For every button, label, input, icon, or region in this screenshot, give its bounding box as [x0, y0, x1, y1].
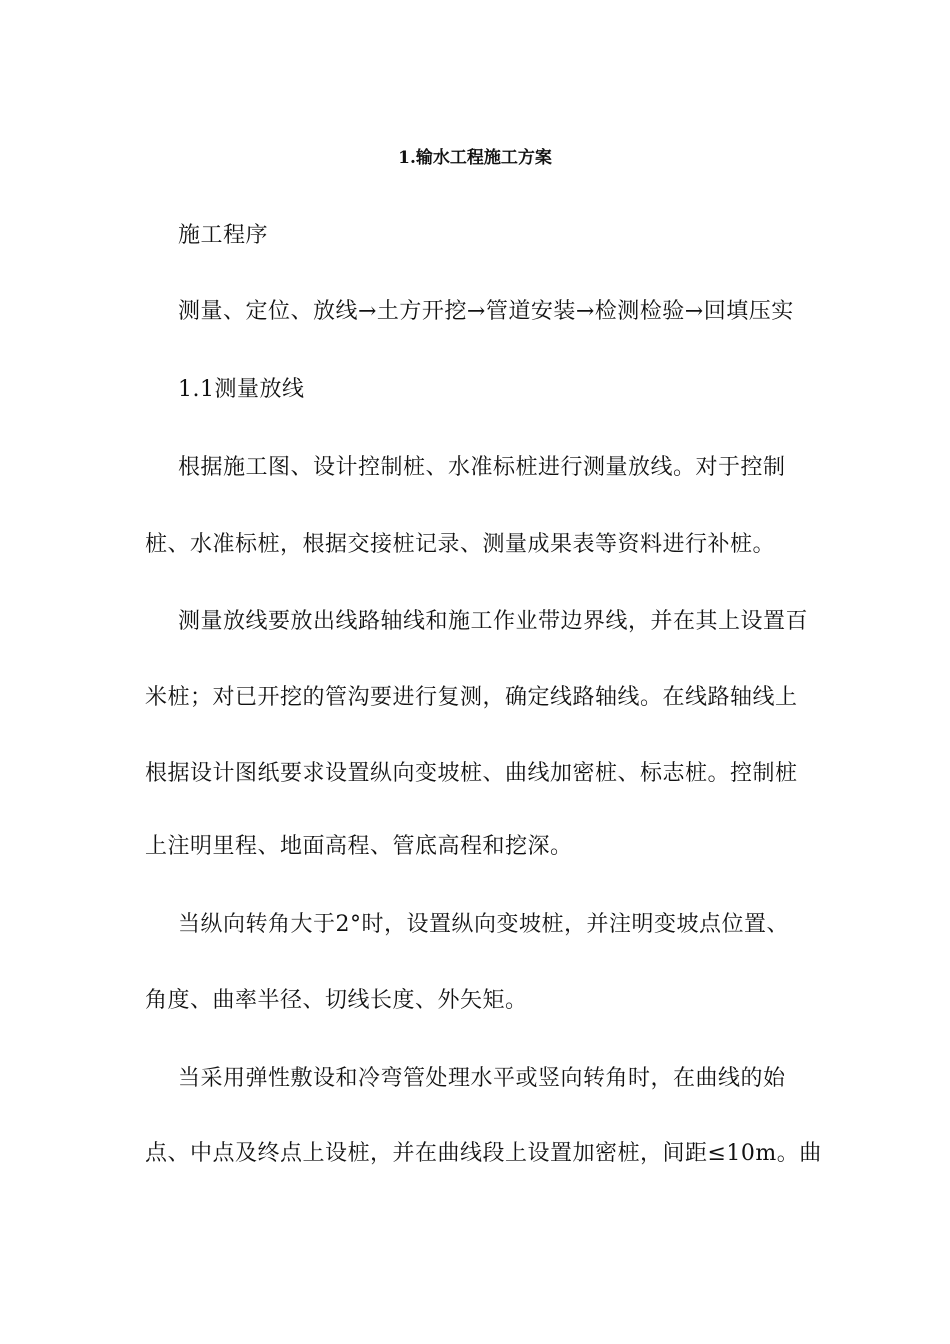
paragraph-line: 当采用弹性敷设和冷弯管处理水平或竖向转角时，在曲线的始: [178, 1066, 786, 1091]
paragraph-line: 米桩；对已开挖的管沟要进行复测，确定线路轴线。在线路轴线上: [145, 685, 798, 710]
paragraph-line: 根据施工图、设计控制桩、水准标桩进行测量放线。对于控制: [178, 455, 786, 480]
paragraph-line: 角度、曲率半径、切线长度、外矢矩。: [145, 988, 528, 1013]
section-heading-construction-procedure: 施工程序: [178, 223, 269, 248]
paragraph-line: 根据设计图纸要求设置纵向变坡桩、曲线加密桩、标志桩。控制桩: [145, 761, 798, 786]
paragraph-line: 点、中点及终点上设桩，并在曲线段上设置加密桩，间距≤10m。曲: [145, 1141, 822, 1166]
paragraph-line: 上注明里程、地面高程、管底高程和挖深。: [145, 834, 573, 859]
subsection-heading-survey: 1.1测量放线: [178, 377, 305, 402]
procedure-flow-line: 测量、定位、放线→土方开挖→管道安装→检测检验→回填压实: [178, 299, 794, 324]
paragraph-line: 桩、水准标桩，根据交接桩记录、测量成果表等资料进行补桩。: [145, 532, 776, 557]
paragraph-line: 当纵向转角大于2°时，设置纵向变坡桩，并注明变坡点位置、: [178, 912, 789, 937]
paragraph-line: 测量放线要放出线路轴线和施工作业带边界线，并在其上设置百: [178, 609, 809, 634]
document-title: 1.输水工程施工方案: [398, 148, 552, 168]
